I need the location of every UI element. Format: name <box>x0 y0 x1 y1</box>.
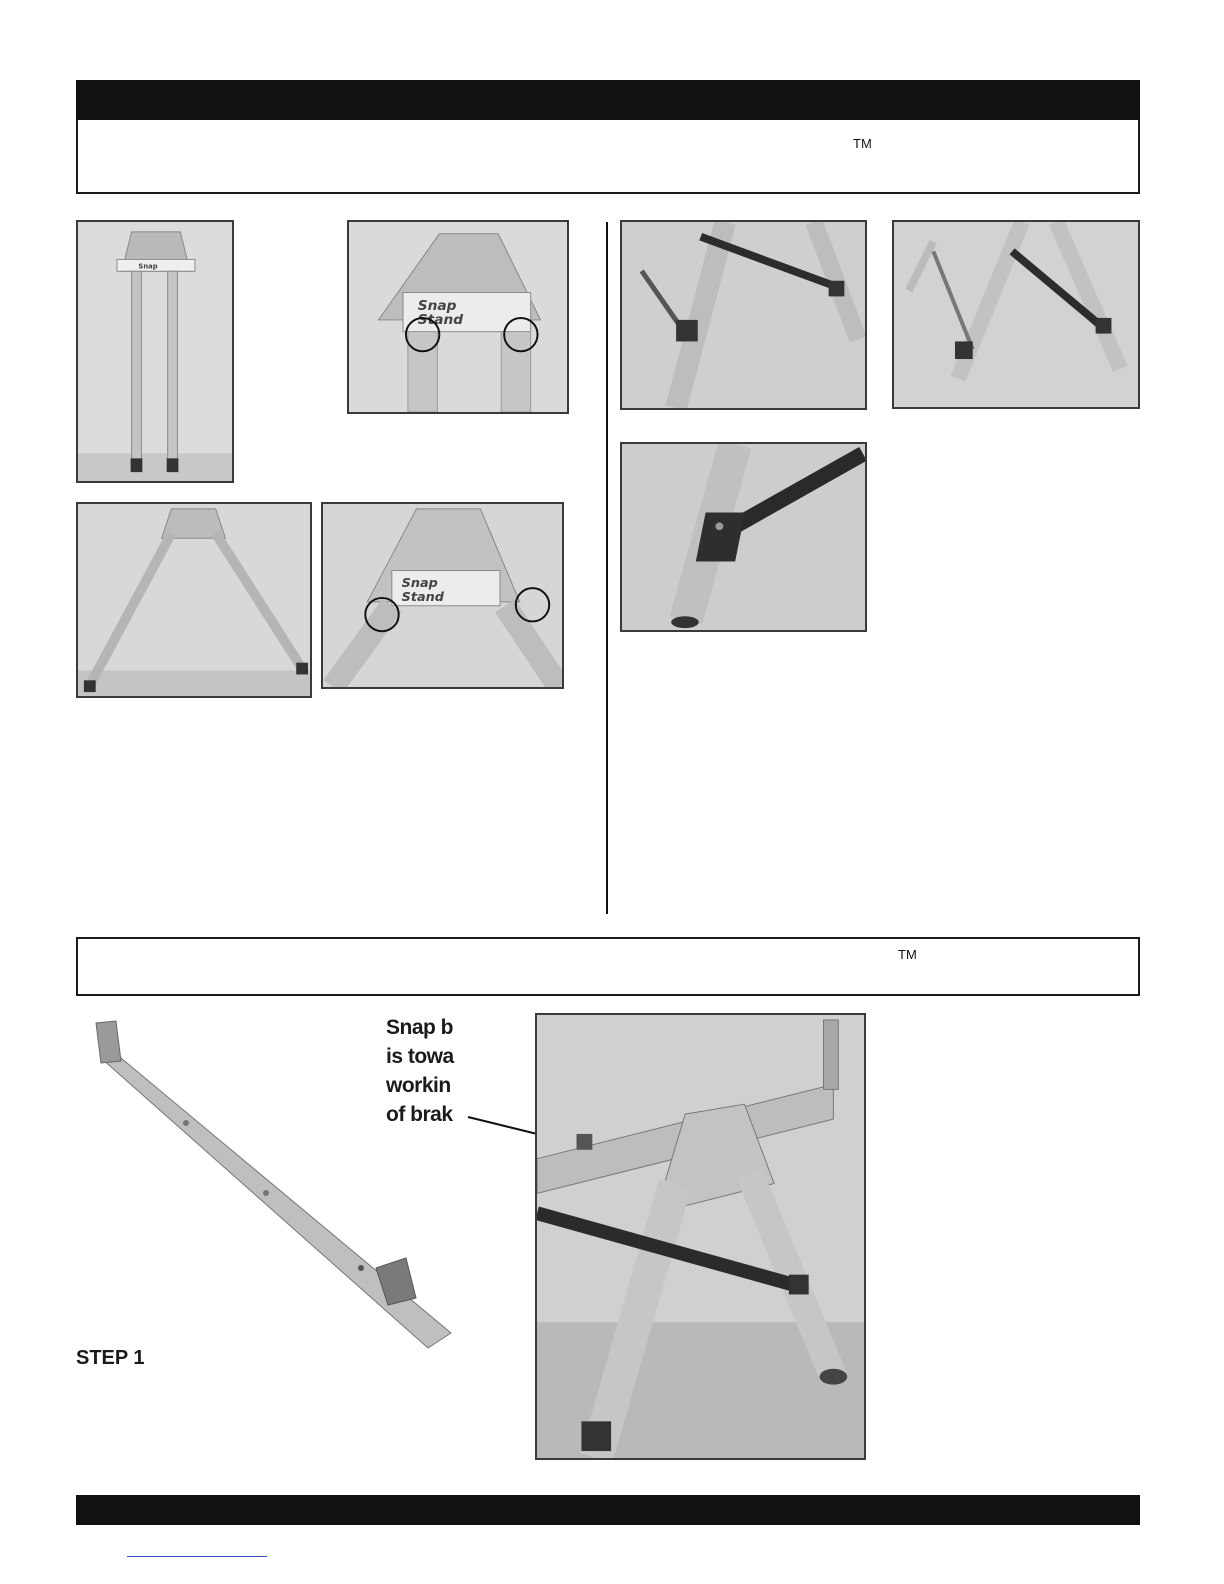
header-bar-top <box>76 80 1140 122</box>
callout-line-3: workin <box>386 1074 451 1097</box>
brand-label-line2: Stand <box>417 311 464 328</box>
photo-leg-strap-b <box>892 220 1140 409</box>
footer-bar <box>76 1495 1140 1525</box>
callout-line-2: is towa <box>386 1045 454 1068</box>
brand-label-line2-b: Stand <box>401 589 444 605</box>
section-a-box <box>76 120 1140 194</box>
callout-line-1: Snap b <box>386 1016 454 1039</box>
brand-label-line1-b: Snap <box>401 576 438 592</box>
step-label: STEP 1 <box>76 1347 145 1364</box>
photo-leg-bracket-closeup <box>620 442 867 632</box>
photo-legs-spread <box>76 502 312 698</box>
column-divider <box>606 222 608 914</box>
photo-folded-stand <box>76 220 234 483</box>
trademark-symbol-b: TM <box>898 947 917 962</box>
brand-label-small: Snap <box>138 262 158 271</box>
footer-link-underline[interactable] <box>127 1556 267 1557</box>
photo-plate-closeup-folded <box>347 220 569 414</box>
photo-assembled-stand <box>535 1013 866 1460</box>
callout-line-4: of brak <box>386 1103 453 1126</box>
snap-button-callout <box>386 1013 466 1129</box>
trademark-symbol-a: TM <box>853 136 872 151</box>
photo-plate-closeup-spread <box>321 502 564 689</box>
section-b-box <box>76 937 1140 996</box>
brand-label-line1: Snap <box>417 298 457 315</box>
photo-leg-strap-a <box>620 220 867 410</box>
